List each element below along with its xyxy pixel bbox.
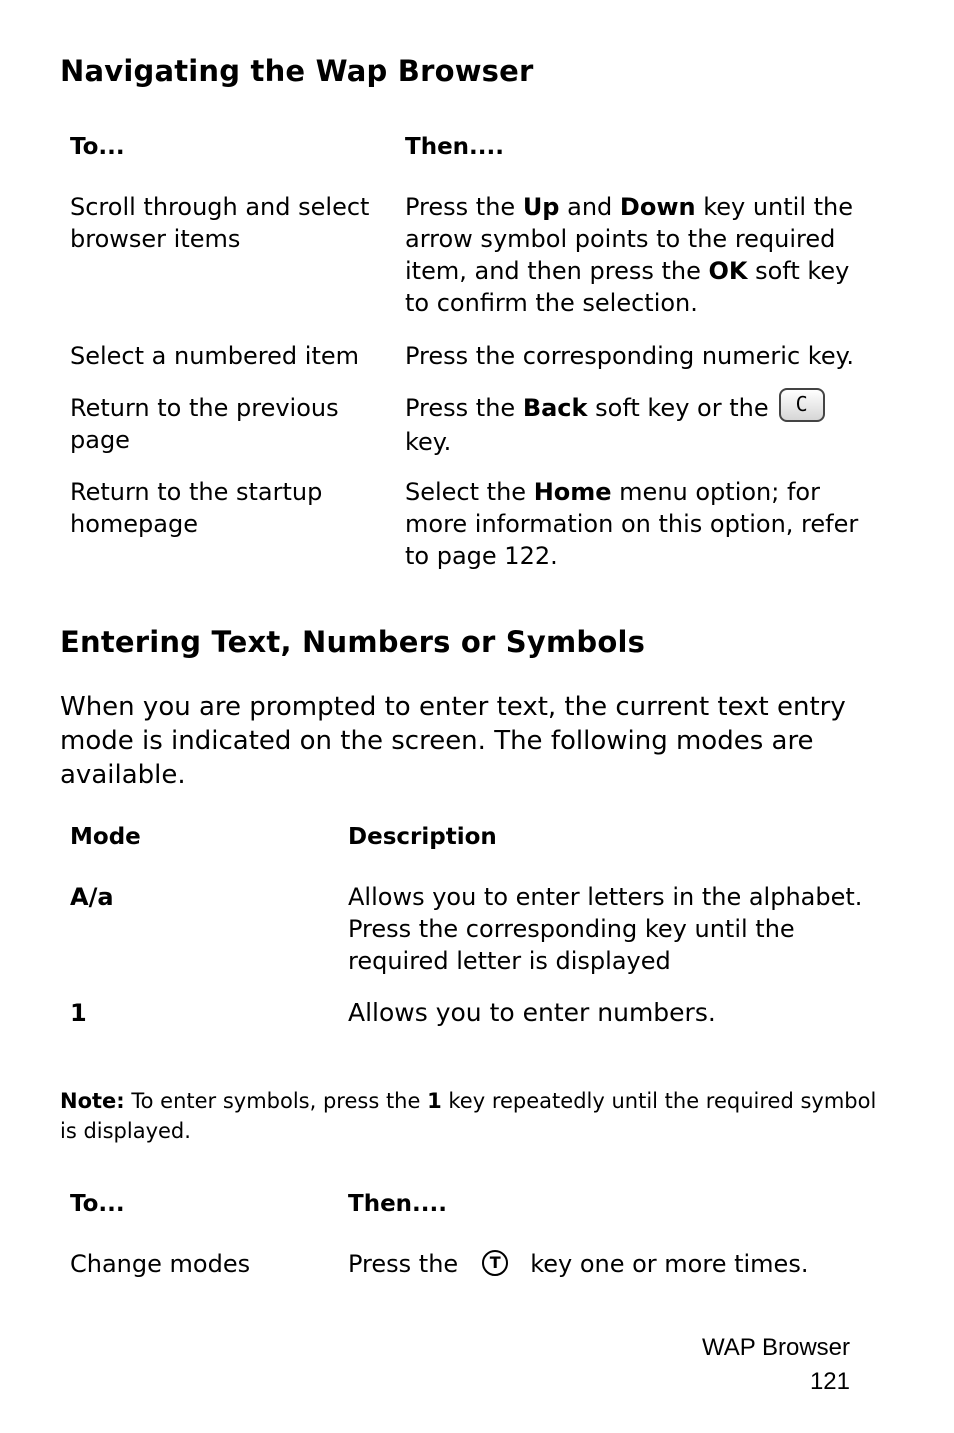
col-header-mode: Mode (70, 824, 141, 850)
row-to-homepage: Return to the startup homepage (70, 478, 323, 538)
row-then-homepage: Select the Home menu option; for more information on this option, refer to page 122. (405, 478, 859, 570)
text-mode-key-icon: T (482, 1250, 508, 1276)
clear-key-icon: C (779, 388, 825, 422)
row-to-change-modes: Change modes (70, 1250, 251, 1278)
row-then-previous: Press the Back soft key or the C key. (405, 392, 880, 458)
page-number: 121 (809, 1368, 850, 1395)
col-header-to: To... (70, 134, 125, 160)
section-title-entering: Entering Text, Numbers or Symbols (60, 625, 646, 659)
col-header-then: Then.... (405, 134, 504, 160)
col-header-description: Description (348, 824, 497, 850)
row-to-scroll: Scroll through and select browser items (70, 193, 370, 253)
row-then-scroll: Press the Up and Down key until the arrow symbol points to the required item, and then press the OK soft key to confirm the selection. (405, 193, 854, 317)
mode-alpha-desc: Allows you to enter letters in the alphabet. Press the corresponding key until the required letter is displayed (348, 883, 863, 975)
row-to-numbered: Select a numbered item (70, 342, 359, 370)
section-title-navigating: Navigating the Wap Browser (60, 54, 534, 88)
mode-numeric-desc: Allows you to enter numbers. (348, 998, 716, 1027)
row-then-change-modes: Press the T key one or more times. (348, 1250, 809, 1278)
row-to-previous: Return to the previous page (70, 394, 339, 454)
note-symbols: Note: To enter symbols, press the 1 key repeatedly until the required symbol is displayed. (60, 1089, 877, 1143)
page-footer (702, 1331, 850, 1399)
mode-numeric: 1 (70, 999, 87, 1027)
mode-alpha: A/a (70, 883, 114, 911)
col-header-then-2: Then.... (348, 1191, 447, 1217)
col-header-to-2: To... (70, 1191, 125, 1217)
row-then-numbered: Press the corresponding numeric key. (405, 342, 854, 370)
footer-section-name: WAP Browser (701, 1334, 850, 1361)
intro-paragraph: When you are prompted to enter text, the current text entry mode is indicated on the screen. The following modes are available. (60, 692, 846, 790)
